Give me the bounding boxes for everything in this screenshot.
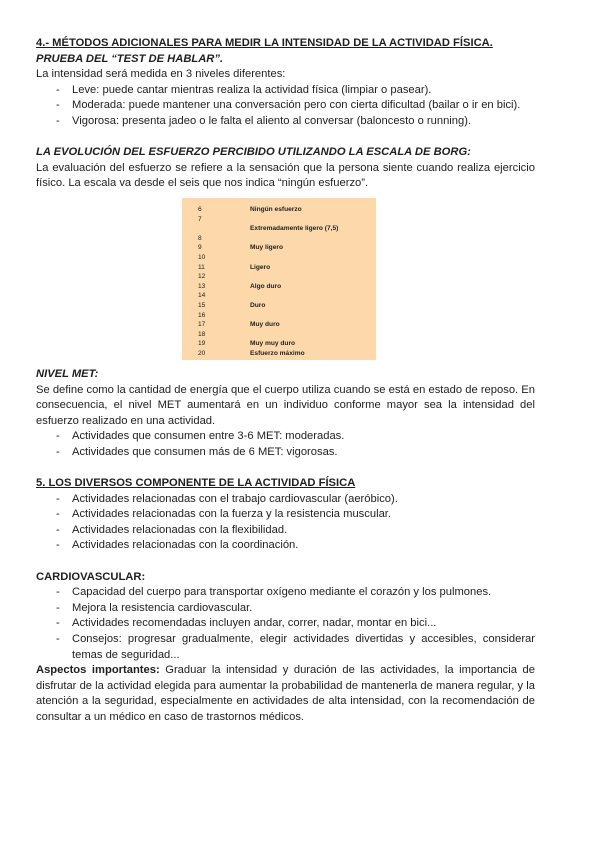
borg-scale-row [182, 311, 376, 321]
borg-scale-value: 19 [198, 340, 206, 348]
borg-scale-value: 9 [198, 244, 202, 252]
talk-test-intro: La intensidad será medida en 3 niveles diferentes: [36, 68, 286, 81]
list-item: - Mejora la resistencia cardiovascular. [36, 601, 535, 617]
aspects-text: Graduar la intensidad y duración de las actividades, la importancia de disfrutar de la actividad elegida para aumentar la probabilidad de mantenerla de manera regular, y la atención a la seguridad, especialmente en actividades de alta intensidad, con la recomendación de consultar a un médico en caso de trastornos médicos. [36, 664, 535, 723]
borg-scale-row [182, 234, 376, 244]
borg-scale-row [182, 349, 376, 359]
list-item: - Actividades relacionadas con el trabajo cardiovascular (aeróbico). [36, 492, 535, 508]
borg-scale-label: Extremadamente ligero (7,5) [250, 225, 339, 233]
borg-scale-row [182, 330, 376, 340]
borg-scale-row [182, 205, 376, 215]
borg-scale-label: Muy muy duro [250, 340, 296, 348]
list-item: - Capacidad del cuerpo para transportar oxígeno mediante el corazón y los pulmones. [36, 585, 535, 601]
borg-scale-value: 14 [198, 292, 206, 300]
borg-scale-label: Ningún esfuerzo [250, 205, 302, 213]
borg-scale-label: Muy ligero [250, 244, 283, 252]
borg-scale-value: 20 [198, 349, 206, 357]
borg-scale-row [182, 339, 376, 349]
borg-scale-value: 12 [198, 273, 206, 281]
borg-scale-label: Algo duro [250, 282, 282, 290]
borg-scale-value: 13 [198, 282, 206, 290]
components-list [36, 492, 535, 554]
list-item: - Leve: puede cantar mientras realiza la actividad física (limpiar o pasear). [36, 83, 535, 99]
section5-title: 5. LOS DIVERSOS COMPONENTE DE LA ACTIVIDAD FÍSICA [36, 477, 356, 490]
list-item: - Actividades relacionadas con la fuerza y la resistencia muscular. [36, 507, 535, 523]
aspects-label: Aspectos importantes: [36, 664, 160, 677]
borg-scale-value: 10 [198, 253, 206, 261]
borg-scale-row [182, 291, 376, 301]
section4-title: 4.- MÉTODOS ADICIONALES PARA MEDIR LA INTENSIDAD DE LA ACTIVIDAD FÍSICA. [36, 37, 493, 49]
cardio-title: CARDIOVASCULAR: [36, 570, 146, 583]
borg-scale-value: 11 [198, 263, 205, 271]
borg-scale-row [182, 320, 376, 330]
list-item: - Actividades que consumen más de 6 MET: vigorosas. [36, 445, 535, 461]
borg-scale-row [182, 215, 376, 225]
intensity-levels-list [36, 83, 535, 130]
list-item: - Consejos: progresar gradualmente, elegir actividades divertidas y accesibles, considerar temas de seguridad... [36, 632, 535, 663]
met-list [36, 429, 535, 460]
borg-scale-value: 8 [198, 234, 202, 242]
borg-scale-label: Muy duro [250, 321, 280, 329]
met-title: NIVEL MET: [36, 367, 99, 380]
borg-scale-row [182, 301, 376, 311]
borg-scale-value: 18 [198, 330, 206, 338]
borg-scale-label: Ligero [250, 263, 271, 271]
borg-scale-value: 6 [198, 205, 202, 213]
list-item: - Actividades que consumen entre 3-6 MET: moderadas. [36, 429, 535, 445]
borg-scale-value: 15 [198, 301, 206, 309]
list-item: - Actividades recomendadas incluyen andar, correr, nadar, montar en bici... [36, 616, 535, 632]
borg-scale-value: 7 [198, 215, 202, 223]
talk-test-subtitle: PRUEBA DEL “TEST DE HABLAR”. [36, 52, 224, 65]
borg-scale-table [182, 198, 376, 360]
list-item: - Actividades relacionadas con la coordinación. [36, 538, 535, 554]
borg-scale-value: 16 [198, 311, 206, 319]
borg-title: LA EVOLUCIÓN DEL ESFUERZO PERCIBIDO UTILIZANDO LA ESCALA DE BORG: [36, 146, 471, 159]
borg-text: La evaluación del esfuerzo se refiere a la sensación que la persona siente cuando realiza ejercicio físico. La escala va desde el seis que nos indica “ningún esfuerzo”. [36, 161, 535, 190]
borg-scale-row [182, 243, 376, 253]
borg-scale-row [182, 272, 376, 282]
borg-scale-row [182, 263, 376, 273]
borg-scale-row [182, 253, 376, 263]
document-page [36, 36, 535, 726]
borg-scale-row [182, 282, 376, 292]
aspects-paragraph [36, 663, 535, 725]
list-item: - Moderada: puede mantener una conversación pero con cierta dificultad (bailar o ir en bici). [36, 98, 535, 114]
list-item: - Actividades relacionadas con la flexibilidad. [36, 523, 535, 539]
borg-scale-row [182, 224, 376, 234]
borg-scale-label: Duro [250, 301, 266, 309]
met-text: Se define como la cantidad de energía que el cuerpo utiliza cuando se está en estado de reposo. En consecuencia, el nivel MET aumentará en un individuo conforme mayor sea la intensidad del esfuerzo realizado en una actividad. [36, 383, 535, 427]
borg-scale-label: Esfuerzo máximo [250, 349, 305, 357]
borg-scale-value: 17 [198, 321, 206, 329]
cardio-list [36, 585, 535, 663]
list-item: - Vigorosa: presenta jadeo o le falta el aliento al conversar (baloncesto o running). [36, 114, 535, 130]
